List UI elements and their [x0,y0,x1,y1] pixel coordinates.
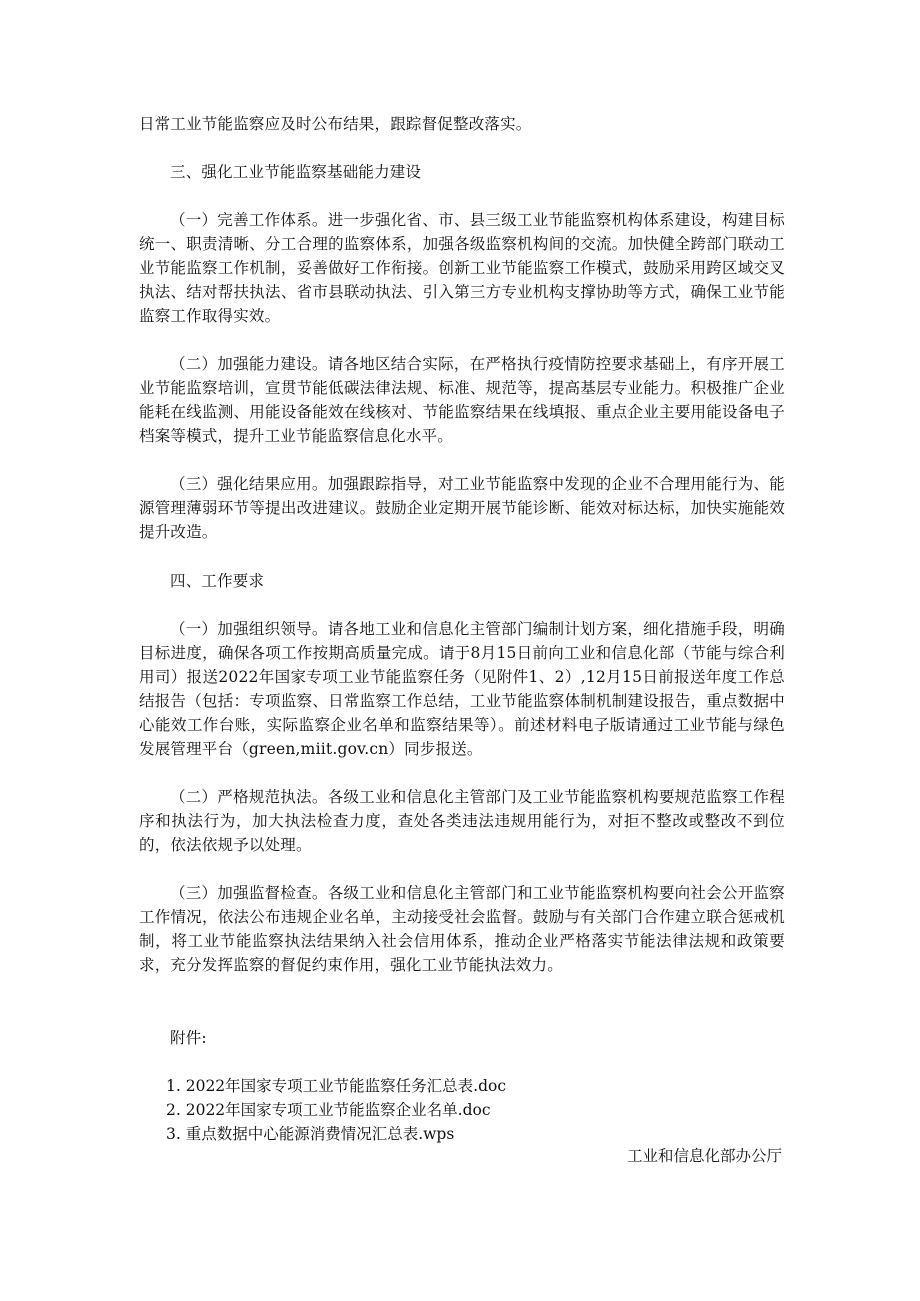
attachment-item-2[interactable]: 2. 2022年国家专项工业节能监察企业名单.doc [166,1101,491,1119]
paragraph-section3-item2: （二）加强能力建设。请各地区结合实际，在严格执行疫情防控要求基础上，有序开展工业节能监察培训，宣贯节能低碳法律法规、标准、规范等，提高基层专业能力。积极推广企业能耗在线监测、用能设备能效在线核对、节能监察结果在线填报、重点企业主要用能设备电子档案等模式，提升工业节能监察信息化水平。 [139,355,785,445]
section-heading-3: 三、强化工业节能监察基础能力建设 [170,163,422,181]
section-heading-4: 四、工作要求 [170,572,265,590]
paragraph-section3-item3: （三）强化结果应用。加强跟踪指导，对工业节能监察中发现的企业不合理用能行为、能源管理薄弱环节等提出改进建议。鼓励企业定期开展节能诊断、能效对标达标，加快实施能效提升改造。 [139,475,785,541]
paragraph-intro-tail: 日常工业节能监察应及时公布结果，跟踪督促整改落实。 [139,115,532,133]
paragraph-section3-item1: （一）完善工作体系。进一步强化省、市、县三级工业节能监察机构体系建设，构建目标统一、职责清晰、分工合理的监察体系，加强各级监察机构间的交流。加快健全跨部门联动工业节能监察工作机制，妥善做好工作衔接。创新工业节能监察工作模式，鼓励采用跨区域交叉执法、结对帮扶执法、省市县联动执法、引入第三方专业机构支撑协助等方式，确保工业节能监察工作取得实效。 [139,211,785,325]
attachment-item-1[interactable]: 1. 2022年国家专项工业节能监察任务汇总表.doc [166,1077,507,1095]
paragraph-section4-item2: （二）严格规范执法。各级工业和信息化主管部门及工业节能监察机构要规范监察工作程序和执法行为，加大执法检查力度，查处各类违法违规用能行为，对拒不整改或整改不到位的，依法依规予以处理。 [139,788,785,854]
paragraph-section4-item1: （一）加强组织领导。请各地工业和信息化主管部门编制计划方案，细化措施手段，明确目标进度，确保各项工作按期高质量完成。请于8月15日前向工业和信息化部（节能与综合利用司）报送2022年国家专项工业节能监察任务（见附件1、2）,12月15日前报送年度工作总结报告（包括：专项监察、日常监察工作总结，工业节能监察体制机制建设报告，重点数据中心能效工作台账，实际监察企业名单和监察结果等）。前述材料电子版请通过工业节能与绿色发展管理平台（green,miit.gov.cn）同步报送。 [139,620,785,758]
signature-issuer: 工业和信息化部办公厅 [626,1147,782,1165]
attachment-item-3[interactable]: 3. 重点数据中心能源消费情况汇总表.wps [166,1125,455,1143]
paragraph-section4-item3: （三）加强监督检查。各级工业和信息化主管部门和工业节能监察机构要向社会公开监察工作情况，依法公布违规企业名单，主动接受社会监督。鼓励与有关部门合作建立联合惩戒机制，将工业节能监察执法结果纳入社会信用体系，推动企业严格落实节能法律法规和政策要求，充分发挥监察的督促约束作用，强化工业节能执法效力。 [139,884,785,974]
attachments-label: 附件: [170,1029,207,1047]
attachments-list [166,1074,786,1146]
